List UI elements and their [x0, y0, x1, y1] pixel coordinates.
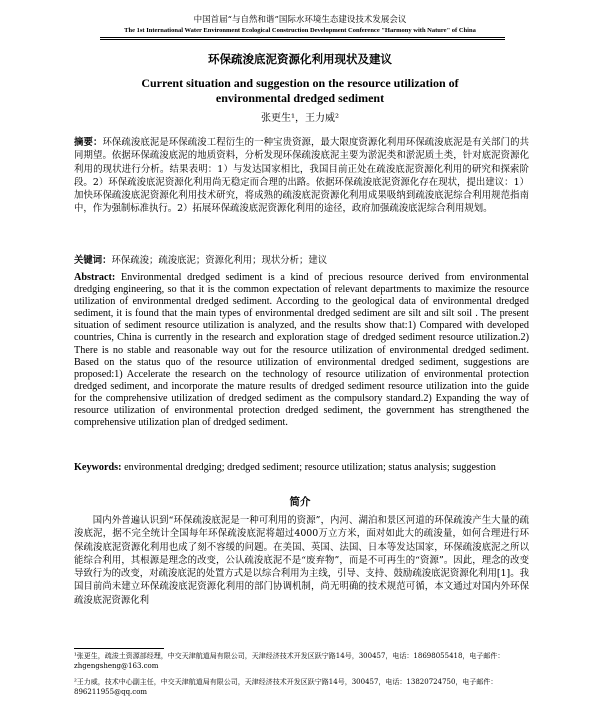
paper-title-en: Current situation and suggestion on the resource utilization of environmental dredged sediment [141, 76, 459, 105]
abstract-en-label: Abstract: [74, 272, 116, 283]
conference-title-cn: 中国首届“与自然和谐”国际水环境生态建设技术发展会议 [193, 15, 407, 25]
header-rule-bottom [100, 39, 505, 40]
intro-paragraph: 国内外普遍认识到“环保疏浚底泥是一种可利用的资源”，内河、湖泊和景区河道的环保疏浚产生大量的疏浚底泥，据不完全统计全国每年环保疏浚底泥将超过4000万立方米，面对如此大的疏浚量，如何合理进行环保疏浚底泥资源化利用也成了刻不容缓的问题。在美国、英国、法国、日本等发达国家，环保疏浚底泥之所以能综合利用，其根源是理念的改变，公认疏浚底泥不是“废弃物”，而是不可再生的“资源”。因此，理念的改变导致行为的改变，对疏浚底泥的处置方式是以综合利用为主线，引导、支持、鼓励疏浚底泥资源化利用[1]。我国目前尚未建立环保疏浚底泥资源化利用的部门协调机制，尚无明确的技术规范可循，本文通过对国内外环保疏浚底泥资源化利 [74, 515, 529, 606]
header-rule-top [100, 37, 505, 38]
paper-authors: 张更生¹，王力威² [260, 113, 340, 124]
conference-title-en: The 1st International Water Environment Ecological Construction Development Conference "Harmony with Nature" of China [124, 27, 476, 34]
abstract-cn [74, 136, 529, 216]
abstract-cn-label: 摘要： [74, 137, 103, 148]
paper-title-cn: 环保疏浚底泥资源化利用现状及建议 [208, 52, 392, 66]
keywords-en-label: Keywords: [74, 462, 122, 473]
keywords-en [74, 462, 529, 474]
footnote-rule [74, 648, 164, 649]
footnote-author-1: ¹张更生，疏浚土资源部经理，中交天津航道局有限公司，天津经济技术开发区跃宁路14号，300457，电话：18698055418，电子邮件：zhgengsheng@163.com [74, 652, 505, 670]
section-heading-intro: 简介 [289, 496, 311, 508]
footnote-author-2: ²王力威，技术中心副主任，中交天津航道局有限公司，天津经济技术开发区跃宁路14号，300457，电话：13820724750，电子邮件：896211955@qq.com [74, 678, 498, 696]
abstract-cn-text: 环保疏浚底泥是环保疏浚工程衍生的一种宝贵资源，最大限度资源化利用环保疏浚底泥是有关部门的共同期望。依据环保疏浚底泥的地质资料，分析发现环保疏浚底泥主要为淤泥类和淤泥质土类，针对底泥资源化利用的现状进行分析。结果表明：1）与发达国家相比，我国目前正处在疏浚底泥资源化利用的研究和探索阶段。2）环保疏浚底泥资源化利用尚无稳定而合理的出路。依据环保疏浚底泥资源化存在现状，提出建议：1）加快环保疏浚底泥资源化利用技术研究，将成熟的疏浚底泥资源化利用成果吸纳到疏浚底泥综合利用规范指南中，作为强制标准执行。2）拓展环保疏浚底泥资源化利用的途径，政府加强疏浚底泥综合利用规划。 [74, 137, 529, 215]
abstract-en [74, 272, 529, 429]
keywords-cn [74, 254, 529, 267]
keywords-cn-label: 关键词： [74, 255, 112, 266]
keywords-en-text: environmental dredging; dredged sediment; resource utilization; status analysis; suggestion [124, 462, 496, 473]
keywords-cn-text: 环保疏浚；疏浚底泥；资源化利用；现状分析；建议 [111, 255, 328, 266]
abstract-en-text: Environmental dredged sediment is a kind of precious resource derived from environmental dredging engineering, so that it is the common expectation of relevant departments to maximize the resource utilization of environmental dredged sediment. According to the geological data of environmental dredged sediment, it is found that the main types of environmental dredged sediment are silt and silt soil . The present situation of sediment resource utilization is analyzed, and the results show that:1) Compared with developed countries, China is currently in the research and exploration stage of dredged sediment resource utilization.2) There is no stable and reasonable way out for the resource utilization of environmental dredged sediment. Based on the status quo of the resource utilization of environmental dredged sediment, suggestions are proposed:1) Accelerate the research on the technology of resource utilization of environmental protection dredged sediment, and incorporate the mature results of dredged sediment resource utilization into the guide for the comprehensive utilization of dredged sediment as the compulsory standard.2) Expanding the way of resource utilization of environmental protection dredged sediment, the government has strengthened the comprehensive utilization plan of dredged sediment. [74, 272, 529, 429]
